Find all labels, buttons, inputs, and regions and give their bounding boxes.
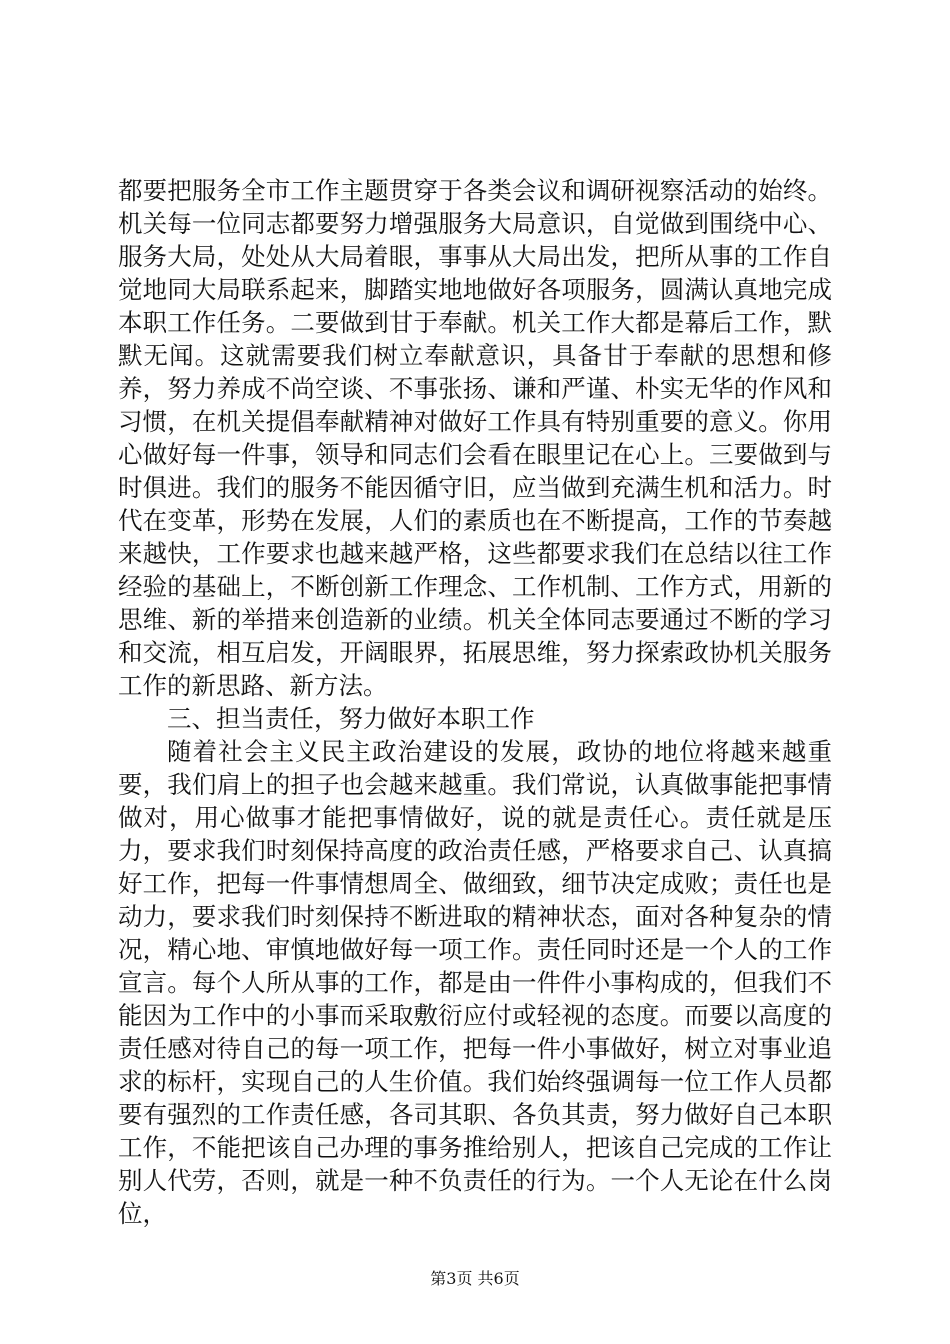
paragraph-continued: 都要把服务全市工作主题贯穿于各类会议和调研视察活动的始终。机关每一位同志都要努力增强服务大局意识，自觉做到围绕中心、服务大局，处处从大局着眼，事事从大局出发，把所从事的工作自觉地同大局联系起来，脚踏实地地做好各项服务，圆满认真地完成本职工作任务。二要做到甘于奉献。机关工作大都是幕后工作，默默无闻。这就需要我们树立奉献意识，具备甘于奉献的思想和修养，努力养成不尚空谈、不事张扬、谦和严谨、朴实无华的作风和习惯，在机关提倡奉献精神对做好工作具有特别重要的意义。你用心做好每一件事，领导和同志们会看在眼里记在心上。三要做到与时俱进。我们的服务不能因循守旧，应当做到充满生机和活力。时代在变革，形势在发展，人们的素质也在不断提高，工作的节奏越来越快，工作要求也越来越严格，这些都要求我们在总结以往工作经验的基础上，不断创新工作理念、工作机制、工作方式，用新的思维、新的举措来创造新的业绩。机关全体同志要通过不断的学习和交流，相互启发，开阔眼界，拓展思维，努力探索政协机关服务工作的新思路、新方法。 xyxy=(118,176,832,700)
page-footer xyxy=(0,1269,950,1289)
document-body xyxy=(118,174,832,1230)
paragraph-section3: 随着社会主义民主政治建设的发展，政协的地位将越来越重要，我们肩上的担子也会越来越重。我们常说，认真做事能把事情做对，用心做事才能把事情做好，说的就是责任心。责任就是压力，要求我们时刻保持高度的政治责任感，严格要求自己、认真搞好工作，把每一件事情想周全、做细致，细节决定成败；责任也是动力，要求我们时刻保持不断进取的精神状态，面对各种复杂的情况，精心地、审慎地做好每一项工作。责任同时还是一个人的工作宣言。每个人所从事的工作，都是由一件件小事构成的，但我们不能因为工作中的小事而采取敷衍应付或轻视的态度。而要以高度的责任感对待自己的每一项工作，把每一件小事做好，树立对事业追求的标杆，实现自己的人生价值。我们始终强调每一位工作人员都要有强烈的工作责任感，各司其职、各负其责，努力做好自己本职工作，不能把该自己办理的事务推给别人，把该自己完成的工作让别人代劳，否则，就是一种不负责任的行为。一个人无论在什么岗位， xyxy=(118,737,832,1228)
page-indicator: 第3页 共6页 xyxy=(430,1269,520,1288)
section-heading: 三、担当责任，努力做好本职工作 xyxy=(167,704,535,733)
